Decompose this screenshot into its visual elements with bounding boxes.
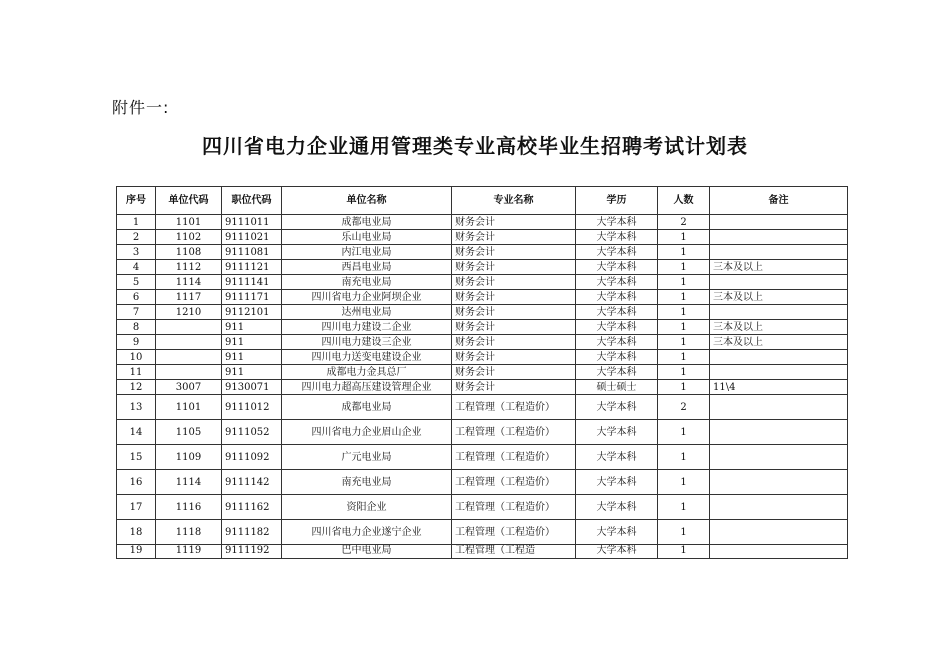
cell-headcount: 1 xyxy=(658,305,710,320)
cell-major: 工程管理（工程造价） xyxy=(452,470,576,495)
table-row xyxy=(117,395,848,420)
cell-headcount: 2 xyxy=(658,215,710,230)
cell-degree: 大学本科 xyxy=(576,305,658,320)
cell-index: 4 xyxy=(117,260,156,275)
cell-notes: 三本及以上 xyxy=(710,320,848,335)
cell-unit-name: 四川电力送变电建设企业 xyxy=(282,350,452,365)
cell-major: 工程管理（工程造 xyxy=(452,545,576,559)
table-row xyxy=(117,260,848,275)
header-notes: 备注 xyxy=(710,187,848,215)
attachment-label: 附件一: xyxy=(112,98,170,117)
cell-notes xyxy=(710,365,848,380)
cell-notes: 三本及以上 xyxy=(710,335,848,350)
cell-degree: 大学本科 xyxy=(576,470,658,495)
table-row xyxy=(117,335,848,350)
header-position-code: 职位代码 xyxy=(222,187,282,215)
cell-notes xyxy=(710,520,848,545)
cell-position-code: 9111121 xyxy=(222,260,282,275)
cell-headcount: 1 xyxy=(658,290,710,305)
cell-major: 财务会计 xyxy=(452,260,576,275)
cell-unit-name: 资阳企业 xyxy=(282,495,452,520)
cell-unit-name: 四川省电力企业遂宁企业 xyxy=(282,520,452,545)
cell-notes xyxy=(710,245,848,260)
cell-position-code: 9111012 xyxy=(222,395,282,420)
cell-unit-code: 1116 xyxy=(156,495,222,520)
cell-degree: 大学本科 xyxy=(576,350,658,365)
cell-unit-name: 西昌电业局 xyxy=(282,260,452,275)
table-row xyxy=(117,545,848,559)
table-row xyxy=(117,365,848,380)
cell-major: 财务会计 xyxy=(452,245,576,260)
cell-index: 10 xyxy=(117,350,156,365)
cell-notes xyxy=(710,395,848,420)
cell-headcount: 1 xyxy=(658,230,710,245)
cell-index: 5 xyxy=(117,275,156,290)
cell-notes xyxy=(710,445,848,470)
cell-index: 1 xyxy=(117,215,156,230)
cell-position-code: 9111081 xyxy=(222,245,282,260)
cell-unit-code: 1117 xyxy=(156,290,222,305)
table-row xyxy=(117,380,848,395)
document-title: 四川省电力企业通用管理类专业高校毕业生招聘考试计划表 xyxy=(202,134,748,158)
cell-notes xyxy=(710,215,848,230)
cell-position-code: 9130071 xyxy=(222,380,282,395)
header-major: 专业名称 xyxy=(452,187,576,215)
cell-unit-name: 四川电力建设三企业 xyxy=(282,335,452,350)
cell-headcount: 1 xyxy=(658,520,710,545)
cell-index: 19 xyxy=(117,545,156,559)
cell-unit-code: 1119 xyxy=(156,545,222,559)
table-header-row xyxy=(117,187,848,215)
cell-major: 财务会计 xyxy=(452,215,576,230)
cell-major: 财务会计 xyxy=(452,290,576,305)
cell-major: 财务会计 xyxy=(452,275,576,290)
cell-unit-name: 乐山电业局 xyxy=(282,230,452,245)
cell-major: 工程管理（工程造价） xyxy=(452,445,576,470)
cell-unit-name: 广元电业局 xyxy=(282,445,452,470)
cell-unit-name: 南充电业局 xyxy=(282,470,452,495)
cell-position-code: 911 xyxy=(222,320,282,335)
cell-position-code: 9112101 xyxy=(222,305,282,320)
cell-notes: 三本及以上 xyxy=(710,290,848,305)
cell-major: 财务会计 xyxy=(452,380,576,395)
cell-index: 6 xyxy=(117,290,156,305)
cell-position-code: 911 xyxy=(222,335,282,350)
cell-degree: 大学本科 xyxy=(576,365,658,380)
cell-major: 财务会计 xyxy=(452,305,576,320)
header-index: 序号 xyxy=(117,187,156,215)
cell-position-code: 9111142 xyxy=(222,470,282,495)
cell-index: 18 xyxy=(117,520,156,545)
cell-index: 14 xyxy=(117,420,156,445)
cell-unit-code xyxy=(156,335,222,350)
cell-unit-code: 1210 xyxy=(156,305,222,320)
cell-notes xyxy=(710,305,848,320)
cell-unit-name: 内江电业局 xyxy=(282,245,452,260)
cell-major: 工程管理（工程造价） xyxy=(452,420,576,445)
cell-degree: 大学本科 xyxy=(576,395,658,420)
cell-headcount: 1 xyxy=(658,380,710,395)
cell-degree: 大学本科 xyxy=(576,290,658,305)
cell-position-code: 9111141 xyxy=(222,275,282,290)
cell-degree: 大学本科 xyxy=(576,245,658,260)
cell-notes xyxy=(710,230,848,245)
cell-degree: 大学本科 xyxy=(576,420,658,445)
cell-degree: 大学本科 xyxy=(576,545,658,559)
cell-position-code: 9111011 xyxy=(222,215,282,230)
cell-notes xyxy=(710,545,848,559)
cell-index: 11 xyxy=(117,365,156,380)
cell-index: 7 xyxy=(117,305,156,320)
cell-unit-name: 四川电力建设二企业 xyxy=(282,320,452,335)
cell-position-code: 9111182 xyxy=(222,520,282,545)
cell-headcount: 1 xyxy=(658,545,710,559)
cell-index: 3 xyxy=(117,245,156,260)
cell-unit-code: 1102 xyxy=(156,230,222,245)
cell-unit-name: 成都电业局 xyxy=(282,395,452,420)
cell-index: 17 xyxy=(117,495,156,520)
cell-position-code: 9111162 xyxy=(222,495,282,520)
cell-notes xyxy=(710,275,848,290)
table-row xyxy=(117,230,848,245)
cell-unit-code: 1112 xyxy=(156,260,222,275)
cell-unit-name: 四川省电力企业眉山企业 xyxy=(282,420,452,445)
cell-unit-code: 1101 xyxy=(156,395,222,420)
cell-index: 8 xyxy=(117,320,156,335)
cell-unit-name: 成都电业局 xyxy=(282,215,452,230)
cell-headcount: 1 xyxy=(658,260,710,275)
cell-unit-name: 达州电业局 xyxy=(282,305,452,320)
table-row xyxy=(117,215,848,230)
table-body xyxy=(117,215,848,559)
header-degree: 学历 xyxy=(576,187,658,215)
cell-degree: 大学本科 xyxy=(576,215,658,230)
cell-headcount: 1 xyxy=(658,350,710,365)
cell-unit-name: 四川电力超高压建设管理企业 xyxy=(282,380,452,395)
cell-major: 财务会计 xyxy=(452,335,576,350)
cell-notes: 11\4 xyxy=(710,380,848,395)
cell-major: 工程管理（工程造价） xyxy=(452,520,576,545)
header-unit-code: 单位代码 xyxy=(156,187,222,215)
cell-index: 2 xyxy=(117,230,156,245)
cell-unit-code: 1105 xyxy=(156,420,222,445)
cell-position-code: 911 xyxy=(222,350,282,365)
cell-unit-name: 南充电业局 xyxy=(282,275,452,290)
table-row xyxy=(117,305,848,320)
cell-headcount: 1 xyxy=(658,470,710,495)
cell-unit-code: 1114 xyxy=(156,275,222,290)
table-row xyxy=(117,320,848,335)
cell-position-code: 911 xyxy=(222,365,282,380)
table-row xyxy=(117,445,848,470)
cell-index: 12 xyxy=(117,380,156,395)
cell-unit-name: 巴中电业局 xyxy=(282,545,452,559)
cell-headcount: 1 xyxy=(658,320,710,335)
table-row xyxy=(117,245,848,260)
cell-unit-code: 1109 xyxy=(156,445,222,470)
cell-index: 13 xyxy=(117,395,156,420)
cell-degree: 大学本科 xyxy=(576,230,658,245)
table-row xyxy=(117,275,848,290)
cell-notes xyxy=(710,495,848,520)
cell-major: 财务会计 xyxy=(452,320,576,335)
table-row xyxy=(117,495,848,520)
cell-headcount: 1 xyxy=(658,445,710,470)
cell-degree: 大学本科 xyxy=(576,520,658,545)
cell-headcount: 1 xyxy=(658,365,710,380)
cell-unit-name: 成都电力金具总厂 xyxy=(282,365,452,380)
cell-unit-name: 四川省电力企业阿坝企业 xyxy=(282,290,452,305)
cell-position-code: 9111192 xyxy=(222,545,282,559)
cell-major: 财务会计 xyxy=(452,365,576,380)
table-row xyxy=(117,290,848,305)
cell-degree: 大学本科 xyxy=(576,275,658,290)
table-row xyxy=(117,350,848,365)
header-headcount: 人数 xyxy=(658,187,710,215)
cell-notes: 三本及以上 xyxy=(710,260,848,275)
cell-headcount: 1 xyxy=(658,495,710,520)
cell-index: 15 xyxy=(117,445,156,470)
header-unit-name: 单位名称 xyxy=(282,187,452,215)
cell-unit-code: 1108 xyxy=(156,245,222,260)
cell-headcount: 1 xyxy=(658,335,710,350)
cell-index: 16 xyxy=(117,470,156,495)
table-row xyxy=(117,470,848,495)
cell-unit-code: 1114 xyxy=(156,470,222,495)
cell-unit-code xyxy=(156,365,222,380)
cell-notes xyxy=(710,350,848,365)
cell-major: 财务会计 xyxy=(452,350,576,365)
cell-major: 工程管理（工程造价） xyxy=(452,395,576,420)
cell-notes xyxy=(710,420,848,445)
cell-position-code: 9111092 xyxy=(222,445,282,470)
table-row xyxy=(117,420,848,445)
cell-unit-code: 1101 xyxy=(156,215,222,230)
cell-major: 财务会计 xyxy=(452,230,576,245)
cell-index: 9 xyxy=(117,335,156,350)
cell-unit-code xyxy=(156,320,222,335)
cell-position-code: 9111052 xyxy=(222,420,282,445)
cell-headcount: 1 xyxy=(658,245,710,260)
cell-notes xyxy=(710,470,848,495)
cell-unit-code: 3007 xyxy=(156,380,222,395)
cell-headcount: 1 xyxy=(658,275,710,290)
cell-unit-code xyxy=(156,350,222,365)
cell-unit-code: 1118 xyxy=(156,520,222,545)
cell-degree: 大学本科 xyxy=(576,335,658,350)
cell-position-code: 9111021 xyxy=(222,230,282,245)
table-row xyxy=(117,520,848,545)
cell-headcount: 1 xyxy=(658,420,710,445)
cell-position-code: 9111171 xyxy=(222,290,282,305)
cell-major: 工程管理（工程造价） xyxy=(452,495,576,520)
cell-degree: 大学本科 xyxy=(576,495,658,520)
cell-degree: 大学本科 xyxy=(576,320,658,335)
cell-degree: 大学本科 xyxy=(576,260,658,275)
cell-degree: 大学本科 xyxy=(576,445,658,470)
recruitment-plan-table xyxy=(116,186,848,559)
cell-degree: 硕士硕士 xyxy=(576,380,658,395)
cell-headcount: 2 xyxy=(658,395,710,420)
